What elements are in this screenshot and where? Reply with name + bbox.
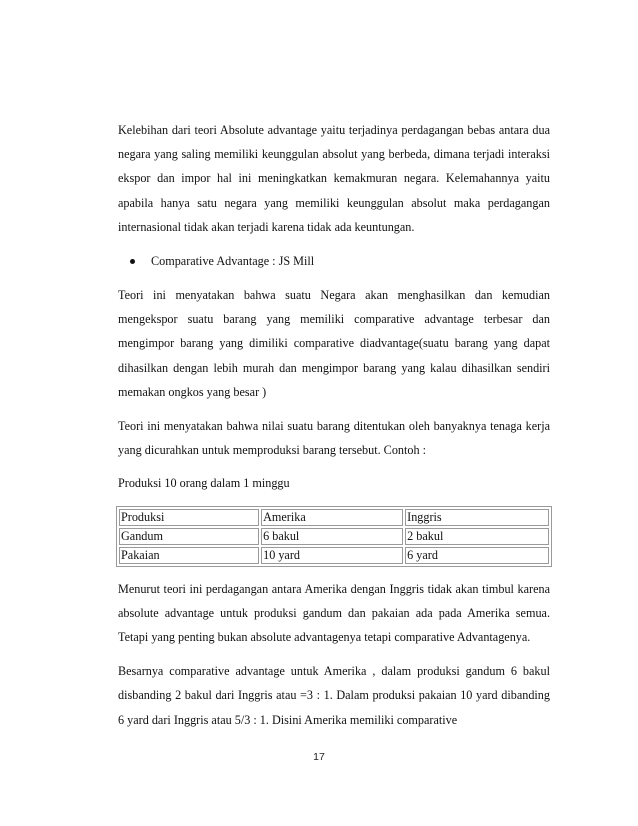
- paragraph-table-caption: Produksi 10 orang dalam 1 minggu: [118, 476, 290, 491]
- page-number: 17: [313, 751, 325, 763]
- table-header-cell: Inggris: [405, 509, 549, 526]
- production-table: [116, 506, 552, 567]
- table-header-row: [119, 509, 549, 526]
- table-cell: 6 bakul: [261, 528, 403, 545]
- paragraph-labor-value: Teori ini menyatakan bahwa nilai suatu barang ditentukan oleh banyaknya tenaga kerja yang dicurahkan untuk memproduksi barang tersebut. Contoh :: [118, 419, 550, 458]
- table-cell: 10 yard: [261, 547, 403, 564]
- paragraph-comparative-theory: Teori ini menyatakan bahwa suatu Negara akan menghasilkan dan kemudian mengekspor suatu barang yang memiliki comparative advantage terbesar dan mengimpor barang yang dimiliki comparative diadvantage(suatu barang yang dapat dihasilkan dengan lebih murah dan mengimpor barang yang kalau dihasilkan sendiri memakan ongkos yang besar ): [118, 288, 550, 399]
- bullet-icon: [130, 259, 135, 264]
- document-page: [118, 118, 550, 732]
- bullet-item: [118, 249, 550, 273]
- table-header-cell: Amerika: [261, 509, 403, 526]
- table-header-cell: Produksi: [119, 509, 259, 526]
- table-row: [119, 547, 549, 564]
- table-row: [119, 528, 549, 545]
- table-cell: 6 yard: [405, 547, 549, 564]
- table-cell: Gandum: [119, 528, 259, 545]
- paragraph-comparative-calculation: Besarnya comparative advantage untuk Amerika , dalam produksi gandum 6 bakul disbanding 2 bakul dari Inggris atau =3 : 1. Dalam produksi pakaian 10 yard dibanding 6 yard dari Inggris atau 5/3 : 1. Disini Amerika memiliki comparative: [118, 664, 550, 727]
- paragraph-absolute-advantage: Kelebihan dari teori Absolute advantage yaitu terjadinya perdagangan bebas antara dua negara yang saling memiliki keunggulan absolut yang berbeda, dimana terjadi interaksi ekspor dan impor hal ini meningkatkan kemakmuran negara. Kelemahannya yaitu apabila hanya satu negara yang memiliki keunggulan absolut maka perdagangan internasional tidak akan terjadi karena tidak ada keuntungan.: [118, 123, 550, 234]
- bullet-text: Comparative Advantage : JS Mill: [151, 254, 315, 269]
- table-cell: 2 bakul: [405, 528, 549, 545]
- paragraph-trade-analysis: Menurut teori ini perdagangan antara Amerika dengan Inggris tidak akan timbul karena absolute advantage untuk produksi gandum dan pakaian ada pada Amerika semua. Tetapi yang penting bukan absolute advantagenya tetapi comparative Advantagenya.: [118, 581, 550, 645]
- table-cell: Pakaian: [119, 547, 259, 564]
